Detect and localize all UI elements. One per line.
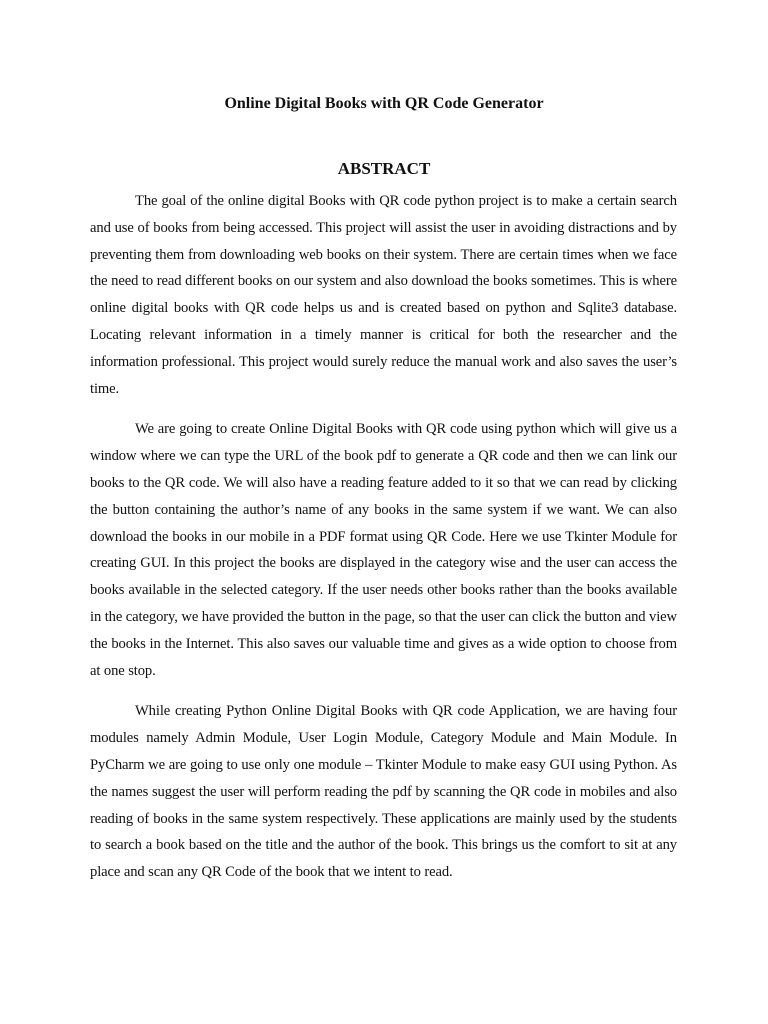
paragraph: We are going to create Online Digital Books with QR code using python which will give us a window where we can type the URL of the book pdf to generate a QR code and then we can link our books to the QR code. We will also have a reading feature added to it so that we can read by clicking the button containing the author’s name of any books in the same system if we want. We can also download the books in our mobile in a PDF format using QR Code. Here we use Tkinter Module for creating GUI. In this project the books are displayed in the category wise and the user can access the books available in the selected category. If the user needs other books rather than the books available in the category, we have provided the button in the page, so that the user can click the button and view the books in the Internet. This also saves our valuable time and gives as a wide option to choose from at one stop. [90,421,677,679]
paragraph: The goal of the online digital Books with QR code python project is to make a certain search and use of books from being accessed. This project will assist the user in avoiding distractions and by preventing them from downloading web books on their system. There are certain times when we face the need to read different books on our system and also download the books sometimes. This is where online digital books with QR code helps us and is created based on python and Sqlite3 database. Locating relevant information in a timely manner is critical for both the researcher and the information professional. This project would surely reduce the manual work and also saves the user’s time. [90,193,677,397]
abstract-body [90,188,677,900]
abstract-heading: ABSTRACT [337,159,431,178]
document-title: Online Digital Books with QR Code Generator [224,95,544,112]
paragraph: While creating Python Online Digital Books with QR code Application, we are having four modules namely Admin Module, User Login Module, Category Module and Main Module. In PyCharm we are going to use only one module – Tkinter Module to make easy GUI using Python. As the names suggest the user will perform reading the pdf by scanning the QR code in mobiles and also reading of books in the same system respectively. These applications are mainly used by the students to search a book based on the title and the author of the book. This brings us the comfort to sit at any place and scan any QR Code of the book that we intent to read. [90,703,677,881]
